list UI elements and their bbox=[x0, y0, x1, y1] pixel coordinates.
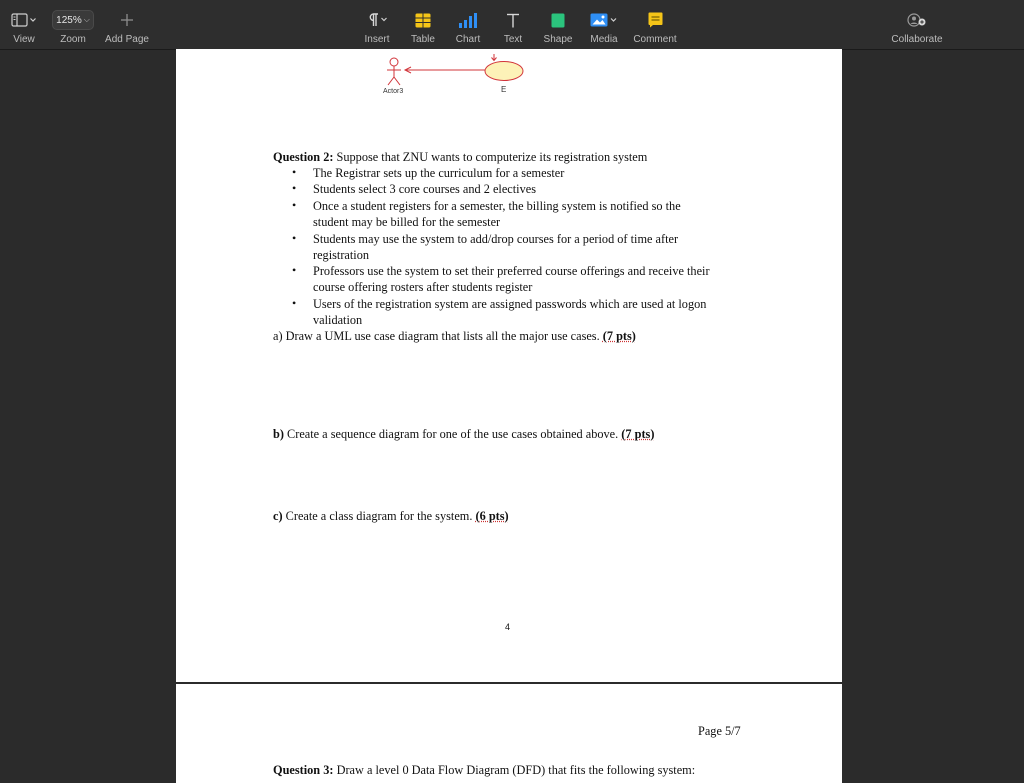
part-c-prefix: c) bbox=[273, 509, 283, 523]
bullet-text: Once a student registers for a semester, the billing system is notified so the bbox=[313, 199, 681, 213]
question2-title: Question 2: bbox=[273, 150, 334, 164]
add-page-button[interactable] bbox=[102, 0, 152, 49]
comment-label: Comment bbox=[633, 34, 677, 45]
bullet-text-continued: validation bbox=[313, 313, 363, 327]
document-page-next[interactable] bbox=[176, 684, 842, 783]
bullet-text: The Registrar sets up the curriculum for a semester bbox=[313, 166, 565, 180]
actor-label: Actor3 bbox=[383, 88, 404, 95]
table-button[interactable] bbox=[406, 0, 440, 49]
question2-part-c bbox=[273, 509, 509, 524]
bullet-text: Students select 3 core courses and 2 electives bbox=[313, 182, 536, 196]
part-b-prefix: b) bbox=[273, 427, 284, 441]
bullet-dot: • bbox=[292, 231, 297, 245]
actor-figure bbox=[387, 58, 401, 85]
part-c-text: Create a class diagram for the system. bbox=[285, 509, 473, 523]
text-button[interactable] bbox=[497, 0, 529, 49]
collaborate-icon bbox=[907, 13, 927, 27]
bullet-dot: • bbox=[292, 296, 297, 310]
shape-button[interactable] bbox=[540, 0, 576, 49]
zoom-value: 125% bbox=[56, 14, 82, 26]
bullet-dot: • bbox=[292, 198, 297, 212]
bullet-dot: • bbox=[292, 263, 297, 277]
question3-heading bbox=[273, 763, 695, 778]
shape-icon bbox=[551, 13, 565, 28]
use-case-label: E bbox=[501, 85, 507, 94]
document-page[interactable] bbox=[176, 49, 842, 682]
bullet-text-continued: registration bbox=[313, 248, 370, 262]
table-icon bbox=[415, 13, 431, 28]
view-button[interactable] bbox=[5, 0, 43, 49]
sidebar-view-icon bbox=[11, 13, 37, 27]
use-case-ellipse bbox=[485, 62, 523, 81]
part-a-text: a) Draw a UML use case diagram that lists all the major use cases. bbox=[273, 329, 600, 343]
chart-button[interactable] bbox=[452, 0, 484, 49]
text-icon bbox=[506, 13, 520, 28]
page-label: Page 5/7 bbox=[698, 724, 741, 738]
question2-intro: Suppose that ZNU wants to computerize its registration system bbox=[336, 150, 648, 164]
zoom-control[interactable] bbox=[52, 0, 94, 49]
page-number: 4 bbox=[505, 622, 511, 632]
add-page-label: Add Page bbox=[105, 34, 149, 45]
part-a-points: (7 pts) bbox=[602, 329, 636, 343]
paragraph-icon bbox=[365, 12, 389, 28]
insert-button[interactable] bbox=[360, 0, 394, 49]
insert-label: Insert bbox=[364, 34, 390, 45]
collaborate-label: Collaborate bbox=[891, 34, 943, 45]
zoom-label: Zoom bbox=[60, 34, 86, 45]
table-label: Table bbox=[411, 34, 435, 45]
question3-number: 3: bbox=[323, 763, 334, 777]
zoom-select[interactable] bbox=[52, 10, 94, 30]
chart-label: Chart bbox=[455, 34, 481, 45]
media-label: Media bbox=[590, 34, 618, 45]
toolbar bbox=[0, 0, 1024, 50]
chart-icon bbox=[459, 13, 477, 28]
question2-part-b bbox=[273, 427, 654, 442]
plus-icon bbox=[120, 13, 134, 27]
question2-heading bbox=[273, 150, 647, 165]
question3-text: Draw a level 0 Data Flow Diagram (DFD) that fits the following system: bbox=[336, 763, 696, 777]
question2-part-a bbox=[273, 329, 636, 344]
bullet-text: Professors use the system to set their preferred course offerings and receive their bbox=[313, 264, 710, 278]
chevron-down-icon: ⌵ bbox=[83, 15, 90, 24]
bullet-text-continued: student may be billed for the semester bbox=[313, 215, 501, 229]
comment-icon bbox=[648, 12, 663, 28]
bullet-dot: • bbox=[292, 181, 297, 195]
collaborate-button[interactable] bbox=[886, 0, 948, 49]
text-label: Text bbox=[503, 34, 523, 45]
question3-title: Question bbox=[273, 763, 321, 777]
part-b-points: (7 pts) bbox=[621, 427, 655, 441]
view-label: View bbox=[13, 34, 35, 45]
comment-button[interactable] bbox=[630, 0, 680, 49]
part-c-points: (6 pts) bbox=[475, 509, 509, 523]
bullet-text-continued: course offering rosters after students register bbox=[313, 280, 533, 294]
part-b-text: Create a sequence diagram for one of the use cases obtained above. bbox=[287, 427, 619, 441]
shape-label: Shape bbox=[543, 34, 573, 45]
media-button[interactable] bbox=[586, 0, 622, 49]
incoming-arrow bbox=[492, 54, 497, 61]
bullet-text: Users of the registration system are assigned passwords which are used at logon bbox=[313, 297, 707, 311]
bullet-dot: • bbox=[292, 165, 297, 179]
bullet-text: Students may use the system to add/drop courses for a period of time after bbox=[313, 232, 679, 246]
media-icon bbox=[590, 13, 618, 27]
